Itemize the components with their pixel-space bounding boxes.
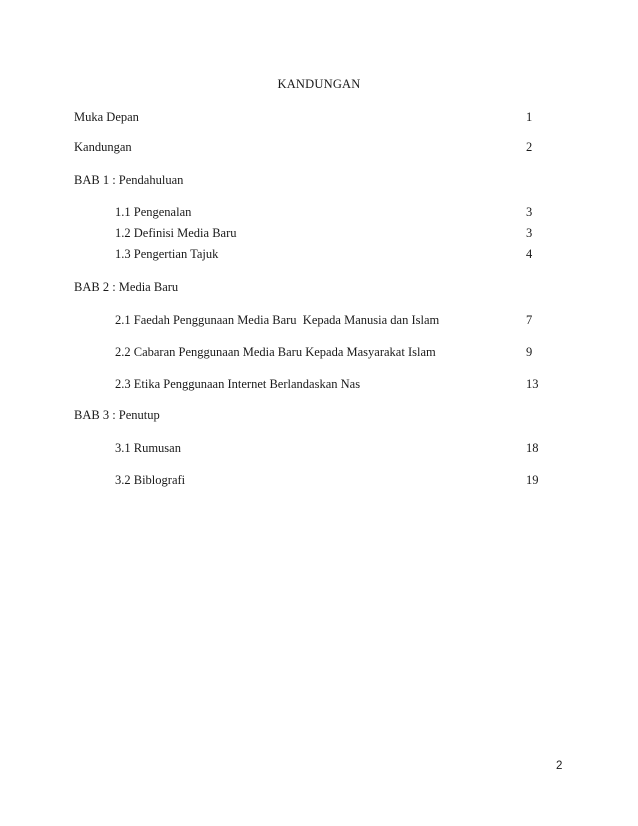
toc-entry-label: 1.3 Pengertian Tajuk — [115, 247, 219, 261]
toc-entry-label: 1.1 Pengenalan — [115, 205, 192, 219]
toc-entry-page: 1 — [526, 110, 533, 124]
toc-entry-label: 2.2 Cabaran Penggunaan Media Baru Kepada Masyarakat Islam — [115, 345, 436, 359]
toc-entry-page: 4 — [526, 247, 533, 261]
toc-entry-label: 2.3 Etika Penggunaan Internet Berlandaskan Nas — [115, 377, 361, 391]
toc-entry-page: 18 — [526, 441, 539, 455]
toc-chapter-label: BAB 3 : Penutup — [74, 408, 160, 422]
toc-entry-label: 1.2 Definisi Media Baru — [115, 226, 237, 240]
toc-chapter-label: BAB 1 : Pendahuluan — [74, 173, 184, 187]
toc-entry-page: 3 — [526, 205, 533, 219]
toc-entry-label: Kandungan — [74, 140, 132, 154]
toc-entry-label: 2.1 Faedah Penggunaan Media Baru Kepada Manusia dan Islam — [115, 313, 440, 327]
toc-entry-page: 2 — [526, 140, 533, 154]
toc-entry-label: Muka Depan — [74, 110, 139, 124]
toc-entry-label: 3.2 Biblografi — [115, 473, 186, 487]
toc-entry-page: 19 — [526, 473, 539, 487]
toc-entry-page: 3 — [526, 226, 533, 240]
toc-entry-page: 13 — [526, 377, 539, 391]
page-title: KANDUNGAN — [277, 77, 361, 91]
toc-chapter-label: BAB 2 : Media Baru — [74, 280, 179, 294]
toc-entry-label: 3.1 Rumusan — [115, 441, 181, 455]
toc-entry-page: 9 — [526, 345, 533, 359]
page-number: 2 — [556, 760, 563, 772]
toc-entry-page: 7 — [526, 313, 533, 327]
